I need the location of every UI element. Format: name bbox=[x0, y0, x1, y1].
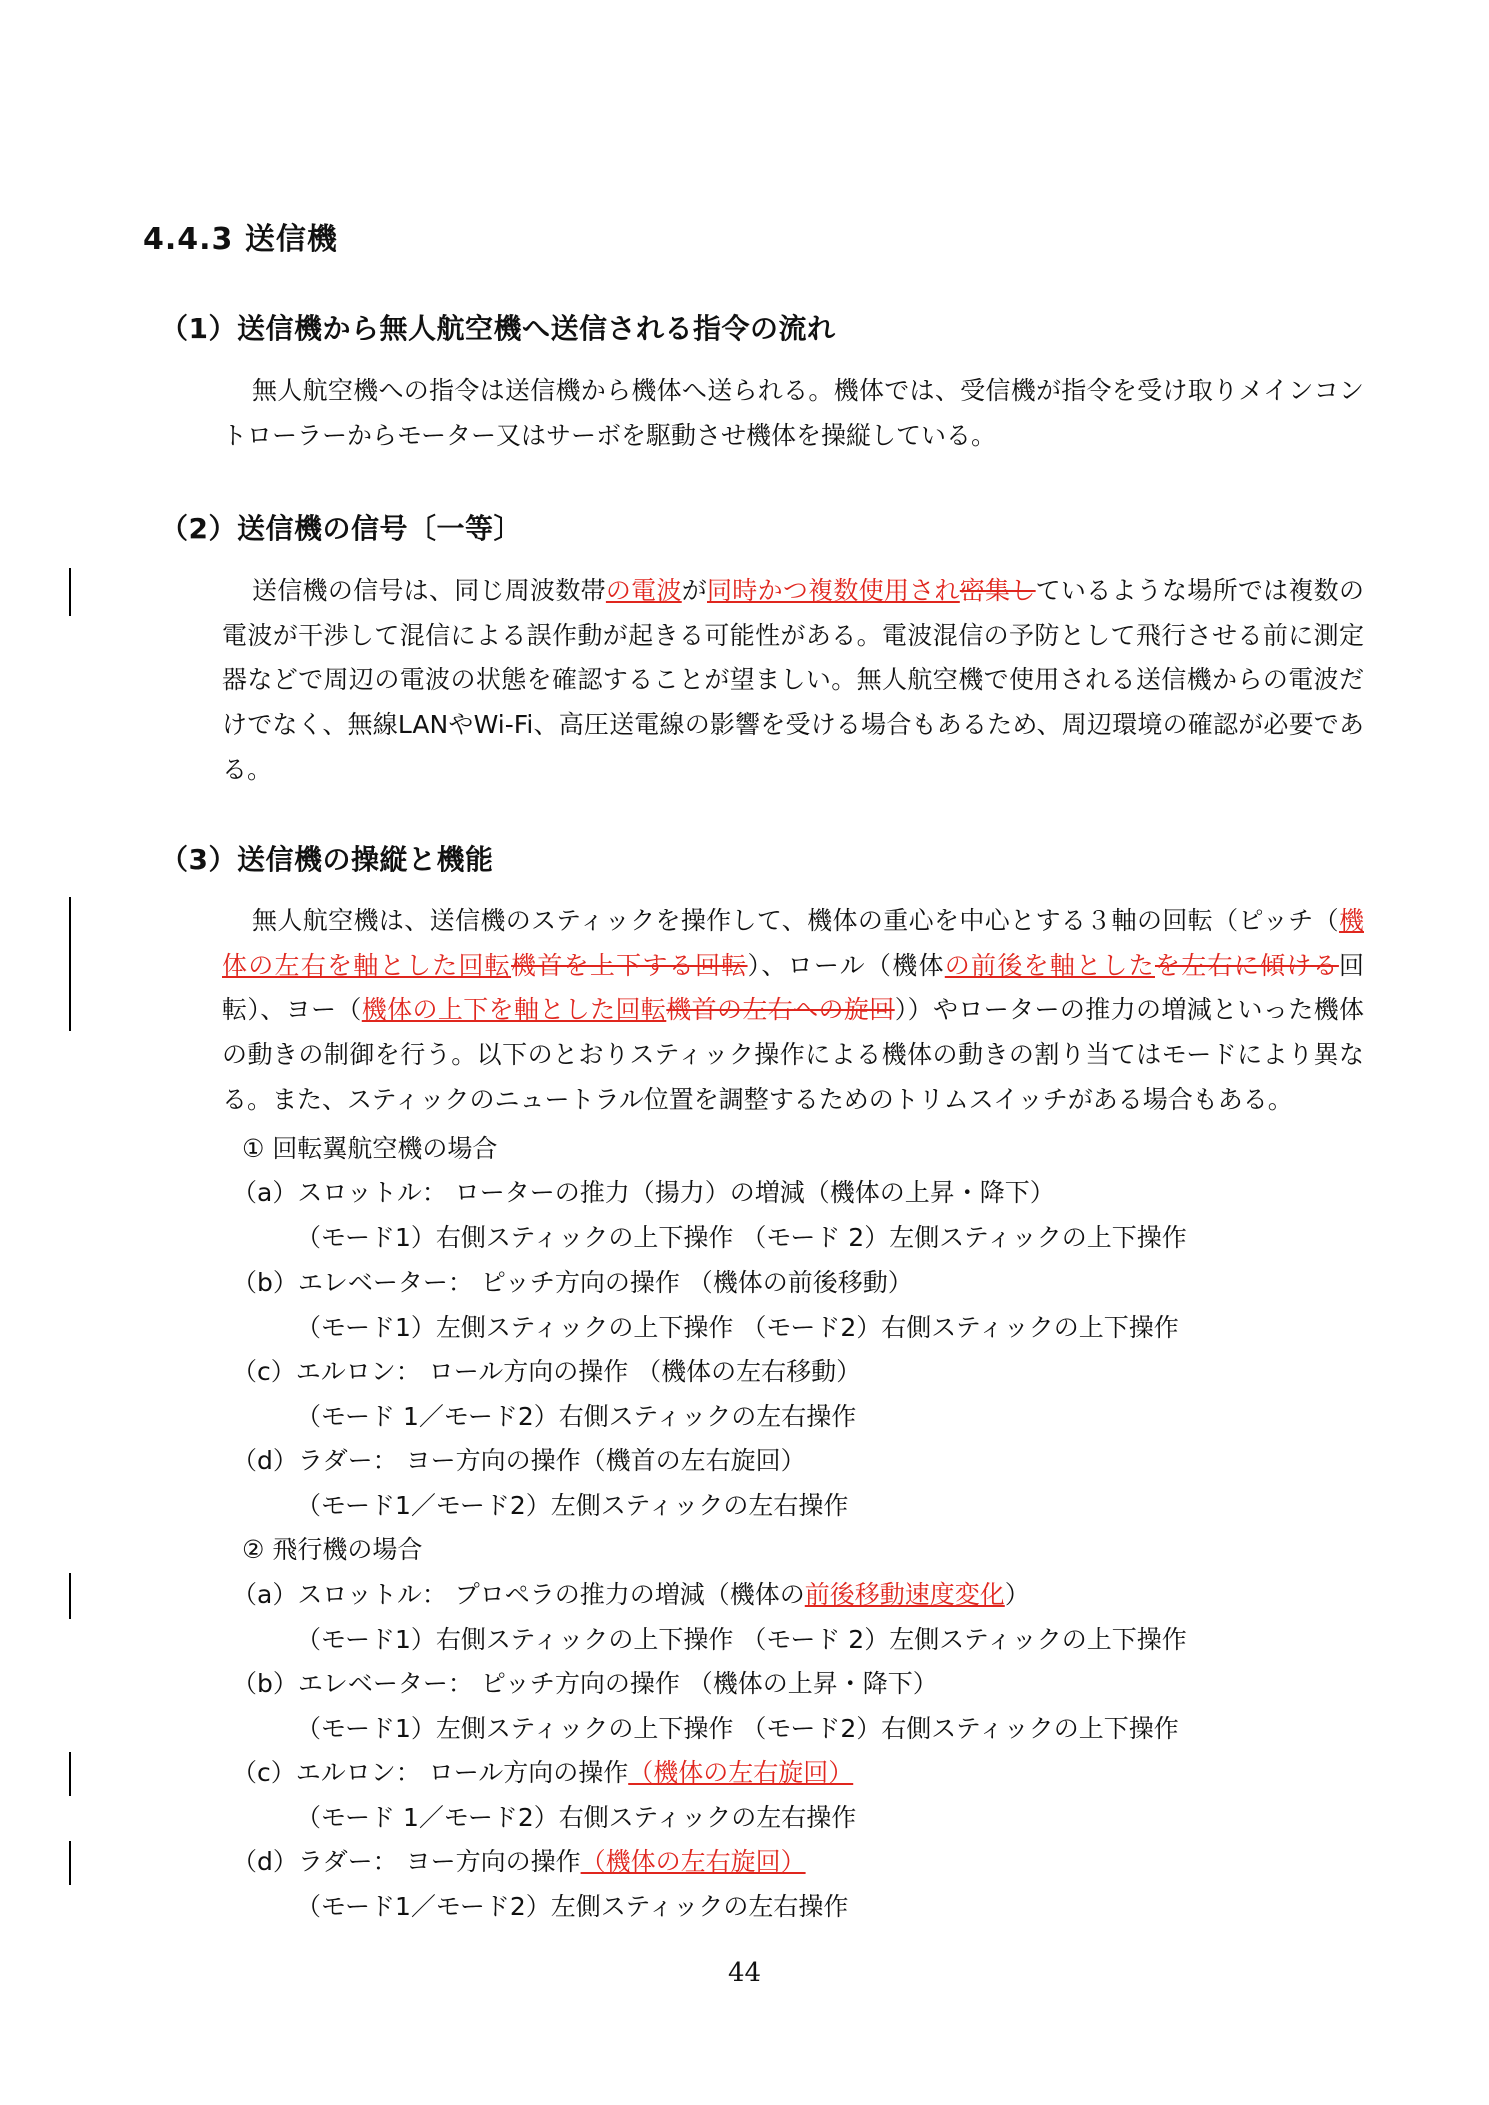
list-item: （d）ラダー： ヨー方向の操作（機首の左右旋回） bbox=[232, 1446, 806, 1475]
text-run: 無人航空機は、送信機のスティックを操作して、機体の重心を中心とする３軸の回転（ピッチ（ bbox=[252, 906, 1339, 935]
list-item bbox=[232, 1575, 1030, 1611]
list-item-mode: （モード1／モード2）左側スティックの左右操作 bbox=[296, 1892, 849, 1921]
deleted-text: 機首を上下する回転 bbox=[511, 950, 748, 980]
inserted-text: （機体の左右旋回） bbox=[628, 1758, 854, 1787]
text-run: ）、ロール（機体 bbox=[747, 950, 945, 980]
list-item-mode: （モード1）右側スティックの上下操作 （モード 2）左側スティックの上下操作 bbox=[296, 1625, 1187, 1654]
list-item: （b）エレベーター： ピッチ方向の操作 （機体の上昇・降下） bbox=[232, 1669, 938, 1698]
list-heading-rotorcraft: ① 回転翼航空機の場合 bbox=[242, 1134, 498, 1163]
revision-change-bar bbox=[69, 1752, 71, 1796]
subsection-heading-3: （3）送信機の操縦と機能 bbox=[160, 843, 494, 876]
inserted-text: の電波 bbox=[605, 576, 682, 605]
list-item-mode: （モード1）左側スティックの上下操作 （モード2）右側スティックの上下操作 bbox=[296, 1714, 1179, 1743]
subsection-heading-1: （1）送信機から無人航空機へ送信される指令の流れ bbox=[160, 312, 836, 345]
list-item: （a）スロットル： ローターの推力（揚力）の増減（機体の上昇・降下） bbox=[232, 1178, 1055, 1207]
list-item-mode: （モード 1／モード2）右側スティックの左右操作 bbox=[296, 1803, 857, 1832]
list-item-mode: （モード1）右側スティックの上下操作 （モード 2）左側スティックの上下操作 bbox=[296, 1223, 1187, 1252]
list-item: （c）エルロン： ロール方向の操作 （機体の左右移動） bbox=[232, 1357, 862, 1386]
inserted-text: 同時かつ複数使用され bbox=[707, 576, 960, 605]
text-run: 回転）、ヨー（ bbox=[222, 950, 1364, 1025]
text-run: （a）スロットル： プロペラの推力の増減（機体の bbox=[232, 1580, 805, 1609]
revision-change-bar bbox=[69, 568, 71, 616]
paragraph-1: 無人航空機への指令は送信機から機体へ送られる。機体では、受信機が指令を受け取りメインコントローラーからモーター又はサーボを駆動させ機体を操縦している。 bbox=[222, 376, 1364, 450]
revision-change-bar bbox=[69, 1841, 71, 1885]
text-run: ））やローターの推力の増減といった機体の動きの制御を行う。以下のとおりスティック操作による機体の動きの割り当てはモードにより異なる。また、スティックのニュートラル位置を調整するためのトリムスイッチがある場合もある。 bbox=[222, 995, 1364, 1114]
page-number: 44 bbox=[727, 1958, 762, 1988]
deleted-text: 機首の左右への旋回 bbox=[666, 995, 895, 1025]
subsection-heading-2: （2）送信機の信号〔一等〕 bbox=[160, 512, 522, 545]
deleted-text: 密集し bbox=[959, 576, 1036, 605]
text-run: ） bbox=[1004, 1580, 1030, 1609]
list-item-mode: （モード 1／モード2）右側スティックの左右操作 bbox=[296, 1402, 857, 1431]
inserted-text: の前後を軸とした bbox=[944, 950, 1155, 980]
inserted-text: （機体の左右旋回） bbox=[580, 1847, 806, 1876]
inserted-text: 前後移動速度変化 bbox=[804, 1580, 1005, 1609]
revision-change-bar bbox=[69, 897, 71, 1031]
text-run: （d）ラダー： ヨー方向の操作 bbox=[232, 1847, 581, 1876]
list-heading-airplane: ② 飛行機の場合 bbox=[242, 1535, 423, 1564]
deleted-text: を左右に傾ける bbox=[1154, 950, 1339, 980]
list-item bbox=[232, 1842, 806, 1878]
paragraph-3 bbox=[222, 899, 1364, 1123]
inserted-text: 機体の上下を軸とした回転 bbox=[361, 995, 667, 1025]
list-item-mode: （モード1）左側スティックの上下操作 （モード2）右側スティックの上下操作 bbox=[296, 1313, 1179, 1342]
text-run: 送信機の信号は、同じ周波数帯 bbox=[252, 576, 606, 605]
list-item-mode: （モード1／モード2）左側スティックの左右操作 bbox=[296, 1491, 849, 1520]
list-item: （b）エレベーター： ピッチ方向の操作 （機体の前後移動） bbox=[232, 1268, 913, 1297]
section-title: 4.4.3 送信機 bbox=[143, 222, 338, 257]
list-item bbox=[232, 1753, 853, 1789]
revision-change-bar bbox=[69, 1573, 71, 1619]
paragraph-2 bbox=[222, 569, 1364, 793]
text-run: ているような場所では複数の電波が干渉して混信による誤作動が起きる可能性がある。電波混信の予防として飛行させる前に測定器などで周辺の電波の状態を確認することが望ましい。無人航空機で使用される送信機からの電波だけでなく、無線LANやWi-Fi、高圧送電線の影響を受ける場合もあるため、周辺環境の確認が必要である。 bbox=[222, 576, 1364, 784]
text-run: が bbox=[681, 576, 708, 605]
text-run: （c）エルロン： ロール方向の操作 bbox=[232, 1758, 629, 1787]
inserted-text: 機体の左右を軸とした回転 bbox=[222, 906, 1364, 980]
